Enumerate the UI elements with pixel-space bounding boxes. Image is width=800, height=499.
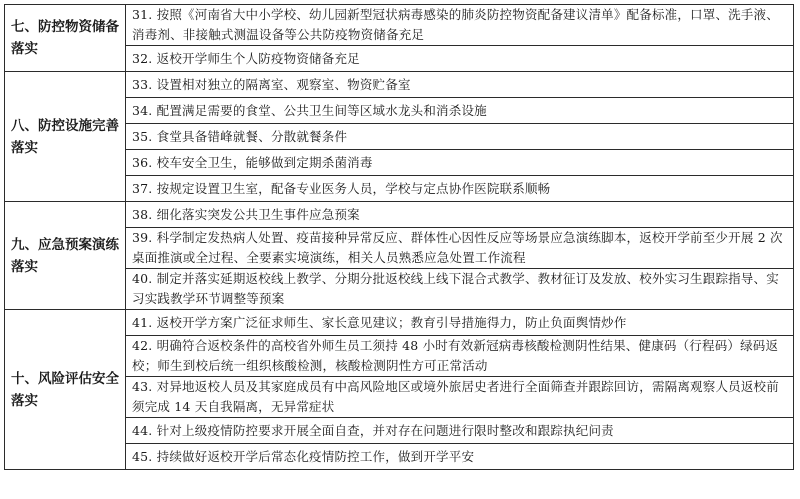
item-cell: 36. 校车安全卫生，能够做到定期杀菌消毒 xyxy=(126,150,794,176)
item-cell: 41. 返校开学方案广泛征求师生、家长意见建议；教育引导措施得力，防止负面舆情炒作 xyxy=(126,310,794,336)
item-cell: 42. 明确符合返校条件的高校省外师生员工须持 48 小时有效新冠病毒核酸检测阴性结果、健康码（行程码）绿码返校；师生到校后统一组织核酸检测，核酸检测阴性方可正常活动 xyxy=(126,336,794,377)
inspection-checklist-table xyxy=(4,4,794,470)
item-cell: 33. 设置相对独立的隔离室、观察室、物资贮备室 xyxy=(126,72,794,98)
category-cell: 九、应急预案演练落实 xyxy=(5,202,126,310)
table-row xyxy=(5,5,794,46)
table-row xyxy=(5,202,794,228)
item-cell: 44. 针对上级疫情防控要求开展全面自查，并对存在问题进行限时整改和跟踪执纪问责 xyxy=(126,418,794,444)
table-row xyxy=(5,310,794,336)
item-cell: 43. 对异地返校人员及其家庭成员有中高风险地区或境外旅居史者进行全面筛查并跟踪回访，需隔离观察人员返校前须完成 14 天自我隔离，无异常症状 xyxy=(126,377,794,418)
category-cell: 十、风险评估安全落实 xyxy=(5,310,126,470)
item-cell: 40. 制定并落实延期返校线上教学、分期分批返校线上线下混合式教学、教材征订及发放、校外实习生跟踪指导、实习实践教学环节调整等预案 xyxy=(126,269,794,310)
table-row xyxy=(5,72,794,98)
item-cell: 32. 返校开学师生个人防疫物资储备充足 xyxy=(126,46,794,72)
category-cell: 七、防控物资储备落实 xyxy=(5,5,126,72)
category-cell: 八、防控设施完善落实 xyxy=(5,72,126,202)
item-cell: 45. 持续做好返校开学后常态化疫情防控工作，做到开学平安 xyxy=(126,444,794,470)
item-cell: 34. 配置满足需要的食堂、公共卫生间等区域水龙头和消杀设施 xyxy=(126,98,794,124)
item-cell: 37. 按规定设置卫生室，配备专业医务人员，学校与定点协作医院联系顺畅 xyxy=(126,176,794,202)
item-cell: 31. 按照《河南省大中小学校、幼儿园新型冠状病毒感染的肺炎防控物资配备建议清单》配备标准，口罩、洗手液、消毒剂、非接触式测温设备等公共防疫物资储备充足 xyxy=(126,5,794,46)
item-cell: 35. 食堂具备错峰就餐、分散就餐条件 xyxy=(126,124,794,150)
item-cell: 39. 科学制定发热病人处置、疫苗接种异常反应、群体性心因性反应等场景应急演练脚本，返校开学前至少开展 2 次桌面推演或全过程、全要素实境演练，相关人员熟悉应急处置工作流程 xyxy=(126,228,794,269)
item-cell: 38. 细化落实突发公共卫生事件应急预案 xyxy=(126,202,794,228)
